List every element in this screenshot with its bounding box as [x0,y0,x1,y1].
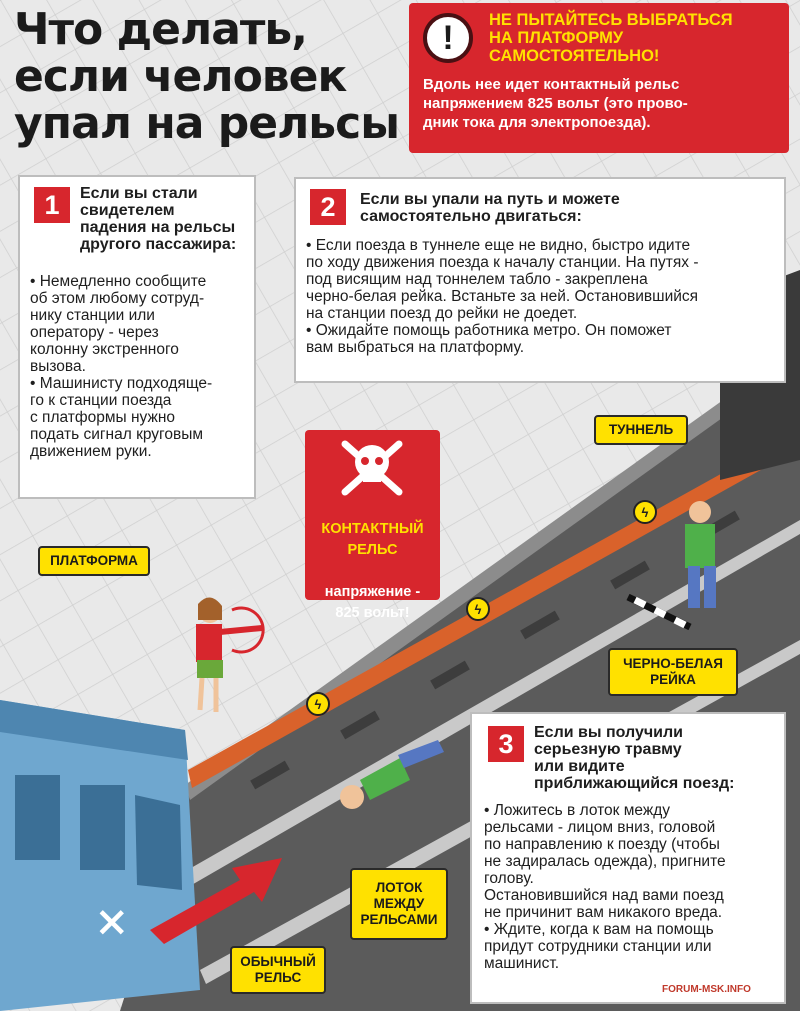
train [0,700,200,1011]
title-line: Что делать, [14,4,307,55]
svg-text:⨯: ⨯ [95,900,129,944]
svg-text:ϟ: ϟ [314,697,322,712]
label-bw-rail: ЧЕРНО-БЕЛАЯ РЕЙКА [608,648,738,696]
label-gutter: ЛОТОК МЕЖДУ РЕЛЬСАМИ [350,868,448,940]
label-regular-rail: ОБЫЧНЫЙ РЕЛЬС [230,946,326,994]
step-text: • Если поезда в туннеле еще не видно, быстро идите по ходу движения поезда к началу станции. На путях - под висящим над тоннелем табло - закреплена черно-белая рейка. Встаньте за ней. Остановившийся на станции поезд до рейки не доедет. • Ожидайте помощь работника метро. Он поможет вам выбраться на платформу. [306,237,699,356]
warning-text: Вдоль нее идет контактный рельс напряжением 825 вольт (это прово- дник тока для электропоезда). [423,76,688,131]
svg-text:ϟ: ϟ [641,505,649,520]
title-line: упал на рельсы [14,98,399,149]
page-title [14,6,404,147]
danger-voltage: напряжение - 825 вольт! [324,584,421,621]
label-tunnel: ТУННЕЛЬ [594,415,688,445]
step-heading: Если вы упали на путь и можете самостоятельно двигаться: [360,191,620,225]
step-number: 3 [488,726,524,762]
step-2-box [294,177,786,383]
skull-crossbones-icon [337,436,407,496]
step-text: • Немедленно сообщите об этом любому сотруд- нику станции или оператору - через колонну экстренного вызова. • Машинисту подходяще- го к станции поезда с платформы нужно подать сигнал круговым движением руки. [30,273,213,460]
warning-headline: НЕ ПЫТАЙТЕСЬ ВЫБРАТЬСЯ НА ПЛАТФОРМУ САМОСТОЯТЕЛЬНО! [489,11,733,65]
label-platform: ПЛАТФОРМА [38,546,150,576]
step-number: 1 [34,187,70,223]
step-number: 2 [310,189,346,225]
step-1-box [18,175,256,499]
step-3-box [470,712,786,1004]
warning-box [409,3,789,153]
danger-text [305,498,440,645]
exclamation-icon: ! [423,13,473,63]
step-heading: Если вы получили серьезную травму или видите приближающийся поезд: [534,724,735,792]
contact-rail-danger-sign [305,430,440,621]
source-credit: FORUM-MSK.INFO [662,984,751,995]
title-line: если человек [14,51,347,102]
step-text: • Ложитесь в лоток между рельсами - лицом вниз, головой по направлению к поезду (чтобы не задиралась одежда), пригните голову. Остановившийся над вами поезд не причинит вам никакого вреда. • Ждите, когда к вам на помощь придут сотрудники станции или машинист. [484,802,726,972]
svg-text:ϟ: ϟ [474,602,482,617]
danger-title: КОНТАКТНЫЙ РЕЛЬС [321,521,424,558]
step-heading: Если вы стали свидетелем падения на рельсы другого пассажира: [80,185,237,253]
